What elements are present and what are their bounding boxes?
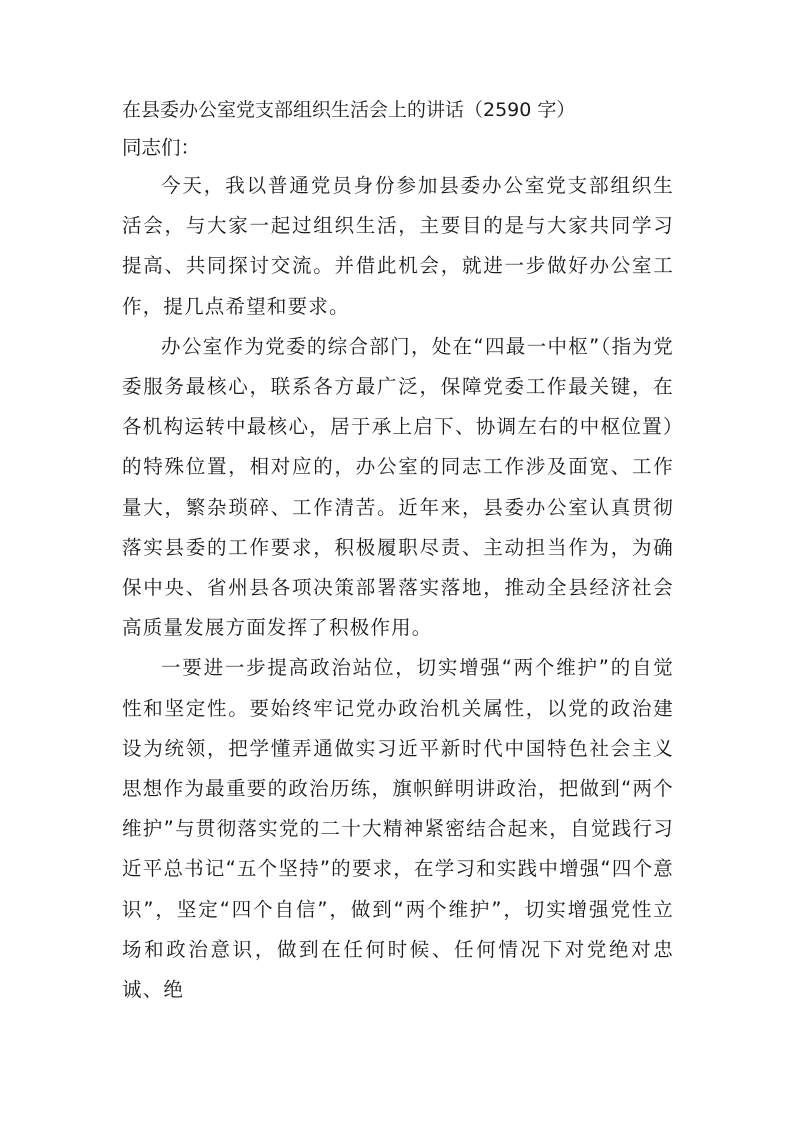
document-body — [122, 166, 674, 1010]
paragraph-opening: 今天，我以普通党员身份参加县委办公室党支部组织生活会，与大家一起过组织生活，主要目的是与大家共同学习提高、共同探讨交流。并借此机会，就进一步做好办公室工作，提几点希望和要求。 — [122, 174, 674, 318]
document-title: 在县委办公室党支部组织生活会上的讲话（2590 字） — [122, 99, 576, 121]
paragraph-political-stance: 一要进一步提高政治站位，切实增强“两个维护”的自觉性和坚定性。要始终牢记党办政治机关属性，以党的政治建设为统领，把学懂弄通做实习近平新时代中国特色社会主义思想作为最重要的政治历练，旗帜鲜明讲政治，把做到“两个维护”与贯彻落实党的二十大精神紧密结合起来，自觉践行习近平总书记“五个坚持”的要求，在学习和实践中增强“四个意识”，坚定“四个自信”，做到“两个维护”，切实增强党性立场和政治意识，做到在任何时候、任何情况下对党绝对忠诚、绝 — [122, 656, 674, 1002]
salutation: 同志们： — [122, 136, 201, 159]
paragraph-office-role: 办公室作为党委的综合部门，处在“四最一中枢”（指为党委服务最核心，联系各方最广泛，保障党委工作最关键，在各机构运转中最核心，居于承上启下、协调左右的中枢位置）的特殊位置，相对应的，办公室的同志工作涉及面宽、工作量大，繁杂琐碎、工作清苦。近年来，县委办公室认真贯彻落实县委的工作要求，积极履职尽责、主动担当作为，为确保中央、省州县各项决策部署落实落地，推动全县经济社会高质量发展方面发挥了积极作用。 — [122, 334, 674, 640]
document-content — [122, 92, 674, 1010]
